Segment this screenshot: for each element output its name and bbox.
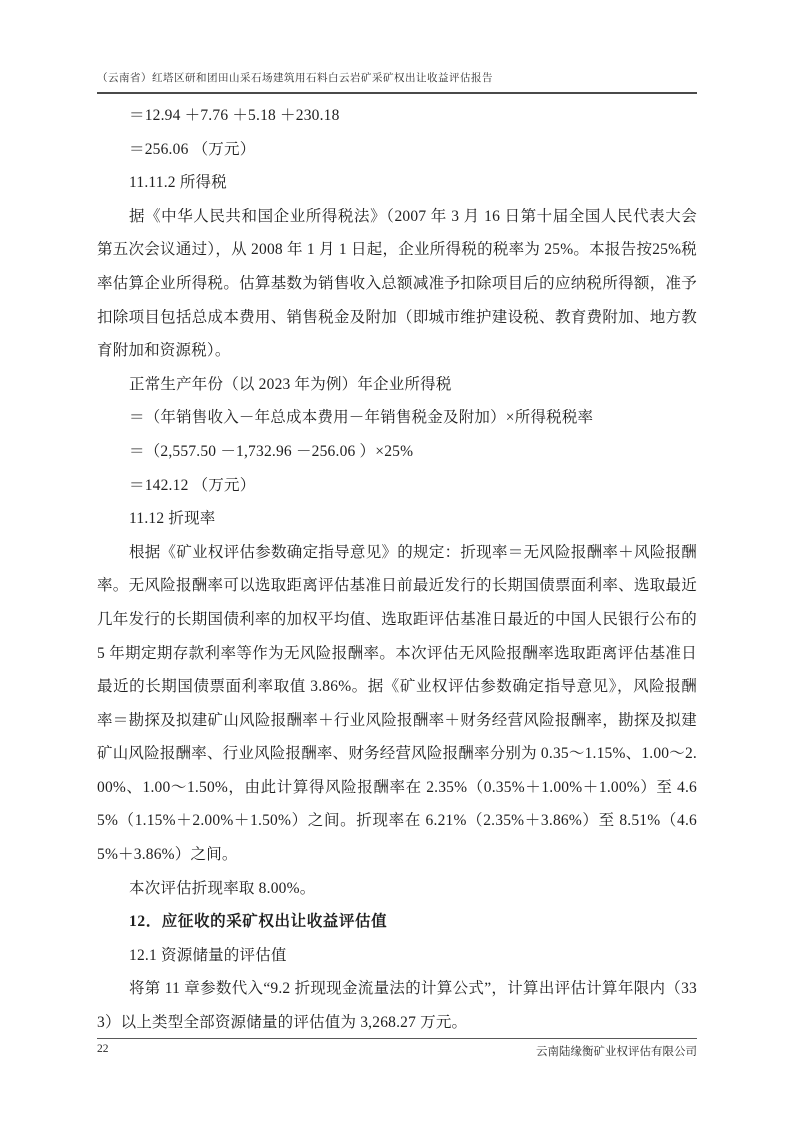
body-paragraph: 本次评估折现率取 8.00%。 [129,879,316,897]
header-title: （云南省）红塔区研和团田山采石场建筑用石料白云岩矿采矿权出让收益评估报告 [97,73,493,84]
section-heading: 12.1 资源储量的评估值 [129,946,287,964]
page-footer [97,1038,697,1059]
body-paragraph: 据《中华人民共和国企业所得税法》（2007 年 3 月 16 日第十届全国人民代表大会第五次会议通过），从 2008 年 1 月 1 日起，企业所得税的税率为 25%。本报告按25%税率估算企业所得税。估算基数为销售收入总额减准予扣除项目后的应纳税所得额，准予扣除项目包括总成本费用、销售税金及附加（即城市维护建设税、教育费附加、地方教育附加和资源税）。 [97,207,697,360]
section-heading: 11.12 折现率 [129,510,216,528]
body-paragraph: 将第 11 章参数代入“9.2 折现现金流量法的计算公式”，计算出评估计算年限内（333）以上类型全部资源储量的评估值为 3,268.27 万元。 [97,980,697,1032]
body-paragraph: 根据《矿业权评估参数确定指导意见》的规定：折现率＝无风险报酬率＋风险报酬率。无风险报酬率可以选取距离评估基准日前最近发行的长期国债票面利率、选取最近几年发行的长期国债利率的加权平均值、选取距评估基准日最近的中国人民银行公布的 5 年期定期存款利率等作为无风险报酬率。本次评估无风险报酬率选取距离评估基准日最近的长期国债票面利率取值 3.86%。据《矿业权评估参数确定指导意见》，风险报酬率＝勘探及拟建矿山风险报酬率＋行业风险报酬率＋财务经营风险报酬率，勘探及拟建矿山风险报酬率、行业风险报酬率、财务经营风险报酬率分别为 0.35～1.15%、1.00～2.00%、1.00～1.50%，由此计算得风险报酬率在 2.35%（0.35%＋1.00%＋1.00%）至 4.65%（1.15%＋2.00%＋1.50%）之间。折现率在 6.21%（2.35%＋3.86%）至 8.51%（4.65%＋3.86%）之间。 [97,543,697,864]
page-number: 22 [97,1043,109,1055]
equation-line: ＝12.94 ＋7.76 ＋5.18 ＋230.18 [129,107,340,124]
page-header [97,70,697,94]
equation-line: ＝142.12 （万元） [129,476,256,494]
equation-line: ＝（年销售收入－年总成本费用－年销售税金及附加）×所得税税率 [129,409,594,427]
footer-company-name: 云南陆缘衡矿业权评估有限公司 [536,1046,697,1058]
equation-line: ＝（2,557.50 －1,732.96 －256.06 ）×25% [129,442,414,460]
chapter-heading: 12．应征收的采矿权出让收益评估值 [129,913,388,931]
equation-line: ＝256.06 （万元） [129,140,256,158]
body-paragraph: 正常生产年份（以 2023 年为例）年企业所得税 [129,375,452,393]
document-body [97,99,697,1040]
section-heading: 11.11.2 所得税 [129,174,227,192]
